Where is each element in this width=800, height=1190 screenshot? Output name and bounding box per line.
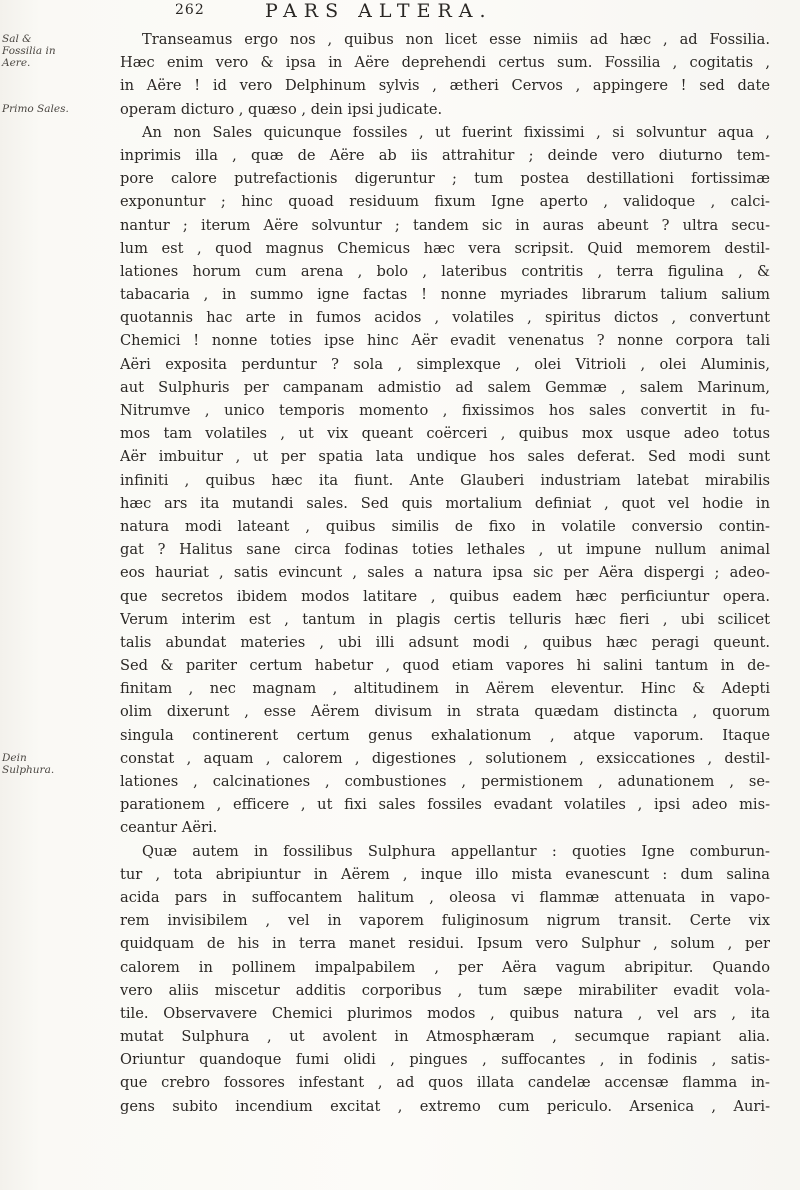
text-line: lationes horum cum arena , bolo , lateribus contritis , terra figulina , & bbox=[120, 262, 770, 280]
text-line: Verum interim est , tantum in plagis certis telluris hæc fieri , ubi scilicet bbox=[120, 610, 770, 628]
running-title: PARS ALTERA. bbox=[265, 0, 493, 22]
text-line: parationem , efficere , ut fixi sales fossiles evadant volatiles , ipsi adeo mis- bbox=[120, 796, 770, 814]
text-line: olim dixerunt , esse Aërem divisum in strata quædam distincta , quorum bbox=[120, 703, 770, 721]
text-line: Sed & pariter certum habetur , quod etiam vapores hi salini tantum in de- bbox=[120, 657, 770, 675]
text-line: finitam , nec magnam , altitudinem in Aërem eleventur. Hinc & Adepti bbox=[120, 680, 770, 698]
text-line: eos hauriat , satis evincunt , sales a natura ipsa sic per Aëra dispergi ; adeo- bbox=[120, 564, 770, 582]
text-line: natura modi lateant , quibus similis de fixo in volatile conversio contin- bbox=[120, 517, 770, 535]
text-line: calorem in pollinem impalpabilem , per Aëra vagum abripitur. Quando bbox=[120, 958, 770, 976]
text-line: rem invisibilem , vel in vaporem fuliginosum nigrum transit. Certe vix bbox=[120, 912, 770, 930]
text-line: gat ? Halitus sane circa fodinas toties lethales , ut impune nullum animal bbox=[120, 541, 770, 559]
text-line: que crebro fossores infestant , ad quos illata candelæ accensæ flamma in- bbox=[120, 1074, 770, 1092]
text-line: talis abundat materies , ubi illi adsunt modi , quibus hæc peragi queunt. bbox=[120, 633, 770, 651]
text-line: constat , aquam , calorem , digestiones , solutionem , exsiccationes , destil- bbox=[120, 749, 770, 767]
text-line: que secretos ibidem modos latitare , quibus eadem hæc perficiuntur opera. bbox=[120, 587, 770, 605]
text-line: lum est , quod magnus Chemicus hæc vera scripsit. Quid memorem destil- bbox=[120, 239, 770, 257]
text-line: infiniti , quibus hæc ita fiunt. Ante Glauberi industriam latebat mirabilis bbox=[120, 471, 770, 489]
text-line: quidquam de his in terra manet residui. Ipsum vero Sulphur , solum , per bbox=[120, 935, 770, 953]
text-line: Transeamus ergo nos , quibus non licet esse nimiis ad hæc , ad Fossilia. bbox=[142, 31, 770, 48]
text-line: Chemici ! nonne toties ipse hinc Aër evadit venenatus ? nonne corpora tali bbox=[120, 332, 770, 350]
text-line: singula continerent certum genus exhalationum , atque vaporum. Itaque bbox=[120, 726, 770, 744]
text-line: Aëri exposita perduntur ? sola , simplexque , olei Vitrioli , olei Aluminis, bbox=[120, 355, 770, 373]
text-line: Quæ autem in fossilibus Sulphura appellantur : quoties Igne comburun- bbox=[142, 842, 770, 860]
text-line: vero aliis miscetur additis corporibus , tum sæpe mirabiliter evadit vola- bbox=[120, 981, 770, 999]
margin-note: Sal & Fossilia in Aere. bbox=[2, 33, 56, 69]
text-line: An non Sales quicunque fossiles , ut fuerint fixissimi , si solvuntur aqua , bbox=[142, 123, 770, 141]
text-line: mos tam volatiles , ut vix queant coërceri , quibus mox usque adeo totus bbox=[120, 425, 770, 443]
text-line: Hæc enim vero & ipsa in Aëre deprehendi certus sum. Fossilia , cogitatis , bbox=[120, 54, 770, 72]
text-line: tile. Observavere Chemici plurimos modos , quibus natura , vel ars , ita bbox=[120, 1004, 770, 1022]
text-line: in Aëre ! id vero Delphinum sylvis , ætheri Cervos , appingere ! sed date bbox=[120, 77, 770, 95]
text-line: inprimis illa , quæ de Aëre ab iis attrahitur ; deinde vero diuturno tem- bbox=[120, 146, 770, 164]
text-line: exponuntur ; hinc quoad residuum fixum Igne aperto , validoque , calci- bbox=[120, 193, 770, 211]
text-line: gens subito incendium excitat , extremo cum periculo. Arsenica , Auri- bbox=[120, 1097, 770, 1115]
text-line: quotannis hac arte in fumos acidos , volatiles , spiritus dictos , convertunt bbox=[120, 309, 770, 327]
text-line: ceantur Aëri. bbox=[120, 819, 218, 837]
page-number: 262 bbox=[175, 2, 205, 18]
margin-note: Dein Sulphura. bbox=[2, 752, 55, 777]
text-line: operam dicturo , quæso , dein ipsi judicate. bbox=[120, 100, 443, 118]
text-line: mutat Sulphura , ut avolent in Atmosphæram , secumque rapiant alia. bbox=[120, 1028, 770, 1046]
text-line: Aër imbuitur , ut per spatia lata undique hos sales deferat. Sed modi sunt bbox=[120, 448, 770, 466]
text-line: lationes , calcinationes , combustiones , permistionem , adunationem , se- bbox=[120, 773, 770, 790]
text-line: aut Sulphuris per campanam admistio ad salem Gemmæ , salem Marinum, bbox=[120, 378, 770, 396]
body-text bbox=[120, 28, 770, 1118]
text-line: acida pars in suffocantem halitum , oleosa vi flammæ attenuata in vapo- bbox=[120, 888, 770, 906]
text-line: tabacaria , in summo igne factas ! nonne myriades librarum talium salium bbox=[120, 286, 770, 304]
text-line: tur , tota abripiuntur in Aërem , inque illo mista evanescunt : dum salina bbox=[120, 865, 770, 883]
page-header bbox=[175, 2, 775, 28]
text-line: nantur ; iterum Aëre solvuntur ; tandem sic in auras abeunt ? ultra secu- bbox=[120, 216, 770, 234]
text-line: pore calore putrefactionis digeruntur ; tum postea destillationi fortissimæ bbox=[120, 170, 770, 188]
text-line: hæc ars ita mutandi sales. Sed quis mortalium definiat , quot vel hodie in bbox=[120, 494, 770, 512]
margin-note: Primo Sales. bbox=[2, 102, 69, 115]
text-line: Oriuntur quandoque fumi olidi , pingues , suffocantes , in fodinis , satis- bbox=[120, 1051, 770, 1069]
text-line: Nitrumve , unico temporis momento , fixissimos hos sales convertit in fu- bbox=[120, 402, 770, 419]
